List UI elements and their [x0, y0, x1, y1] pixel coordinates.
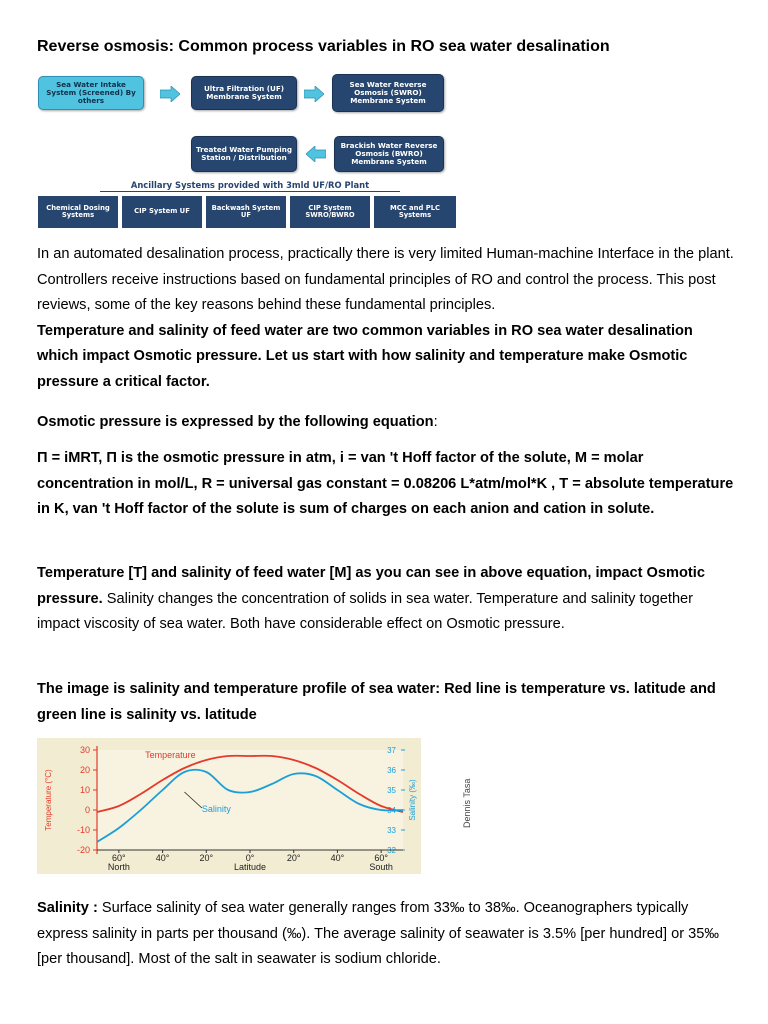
ancillary-box: MCC and PLC Systems [374, 196, 456, 228]
chart-credit: Dennis Tasa [462, 778, 472, 828]
left-tick-label: 0 [84, 805, 90, 815]
right-tick-label: 36 [387, 766, 396, 775]
paragraph-equation [37, 446, 737, 523]
intro-text: In an automated desalination process, practically there is very limited Human-machine Interface in the plant. Controllers receive instructions based on fundamental principles of RO and control the process. This post reviews, some of the key reasons behind these fundamental principles. [37, 246, 734, 313]
ancillary-box: CIP System UF [122, 196, 202, 228]
x-tick-label: 20° [199, 853, 214, 863]
x-tick-label: 0° [245, 853, 255, 863]
arrow-right-icon [160, 86, 180, 102]
x-subtick-label: North [107, 862, 130, 872]
x-tick-label: 20° [286, 853, 301, 863]
image-caption-text: The image is salinity and temperature profile of sea water: Red line is temperature vs. latitude and green line is salinity vs. latitude [37, 681, 716, 723]
right-tick-label: 35 [387, 786, 396, 795]
salinity-series-label: Salinity [201, 804, 231, 814]
swro-membrane-box: Sea Water Reverse Osmosis (SWRO) Membrane System [332, 74, 444, 112]
left-tick-label: 20 [79, 765, 90, 775]
uf-membrane-box: Ultra Filtration (UF) Membrane System [191, 76, 297, 110]
arrow-right-icon [304, 86, 324, 102]
x-tick-label: 40° [330, 853, 345, 863]
right-tick-label: 33 [387, 826, 396, 835]
intake-box: Sea Water Intake System (Screened) By others [38, 76, 144, 110]
variables-bold-text: Temperature [T] and salinity of feed water [M] as you can see in above equation, impact Osmotic pressure. [37, 565, 705, 607]
right-tick-label: 37 [387, 746, 396, 755]
paragraph-salinity [37, 896, 737, 973]
left-tick-label: 10 [79, 785, 90, 795]
equation-text: Π = iMRT, Π is the osmotic pressure in atm, i = van 't Hoff factor of the solute, M = molar concentration in mol/L, R = universal gas constant = 0.08206 L*atm/mol*K , T = absolute temperature in K, van 't Hoff factor of the solute is sum of charges on each anion and cation in solute. [37, 450, 734, 517]
right-axis-label: Salinity (‰) [408, 779, 417, 821]
paragraph-intro [37, 242, 737, 395]
page-title: Reverse osmosis: Common process variables in RO sea water desalination [37, 38, 610, 55]
paragraph-variables [37, 561, 737, 638]
ancillary-box: Chemical Dosing Systems [38, 196, 118, 228]
paragraph-equation-intro [37, 410, 737, 436]
variables-text: Salinity changes the concentration of solids in sea water. Temperature and salinity together impact viscosity of sea water. Both have considerable effect on Osmotic pressure. [37, 590, 694, 632]
x-subtick-label: South [369, 862, 393, 872]
paragraph-image-caption [37, 677, 737, 728]
arrow-left-icon [306, 146, 326, 162]
left-axis-label: Temperature (°C) [44, 769, 53, 831]
right-tick-label: 32 [387, 846, 396, 855]
left-tick-label: -20 [76, 845, 90, 855]
plot-area [97, 750, 403, 850]
process-diagram [36, 72, 458, 234]
ancillary-box: Backwash System UF [206, 196, 286, 228]
salinity-text: Surface salinity of sea water generally ranges from 33‰ to 38‰. Oceanographers typically express salinity in parts per thousand (‰). The average salinity of seawater is 3.5% [per hundred] or 35‰ [per thousand]. Most of the salt in seawater is sodium chloride. [37, 900, 719, 967]
x-tick-label: 60° [112, 853, 126, 863]
salinity-temperature-chart [37, 738, 421, 874]
temperature-series-label: Temperature [145, 750, 196, 760]
bwro-membrane-box: Brackish Water Reverse Osmosis (BWRO) Membrane System [334, 136, 444, 172]
equation-intro-colon: : [433, 414, 438, 430]
ancillary-title: Ancillary Systems provided with 3mld UF/RO Plant [100, 180, 400, 192]
left-tick-label: 30 [79, 745, 90, 755]
right-tick-label: 34 [387, 806, 396, 815]
treated-water-box: Treated Water Pumping Station / Distribution [191, 136, 297, 172]
left-tick-label: -10 [76, 825, 90, 835]
intro-bold-text: Temperature and salinity of feed water are two common variables in RO sea water desalination which impact Osmotic pressure. Let us start with how salinity and temperature make Osmotic pressure a critical factor. [37, 322, 693, 390]
ancillary-box: CIP System SWRO/BWRO [290, 196, 370, 228]
x-tick-label: 40° [155, 853, 170, 863]
x-axis-label: Latitude [233, 862, 267, 872]
x-tick-label: 60° [374, 853, 388, 863]
salinity-heading: Salinity : [37, 900, 98, 916]
equation-intro-text: Osmotic pressure is expressed by the following equation [37, 414, 434, 430]
